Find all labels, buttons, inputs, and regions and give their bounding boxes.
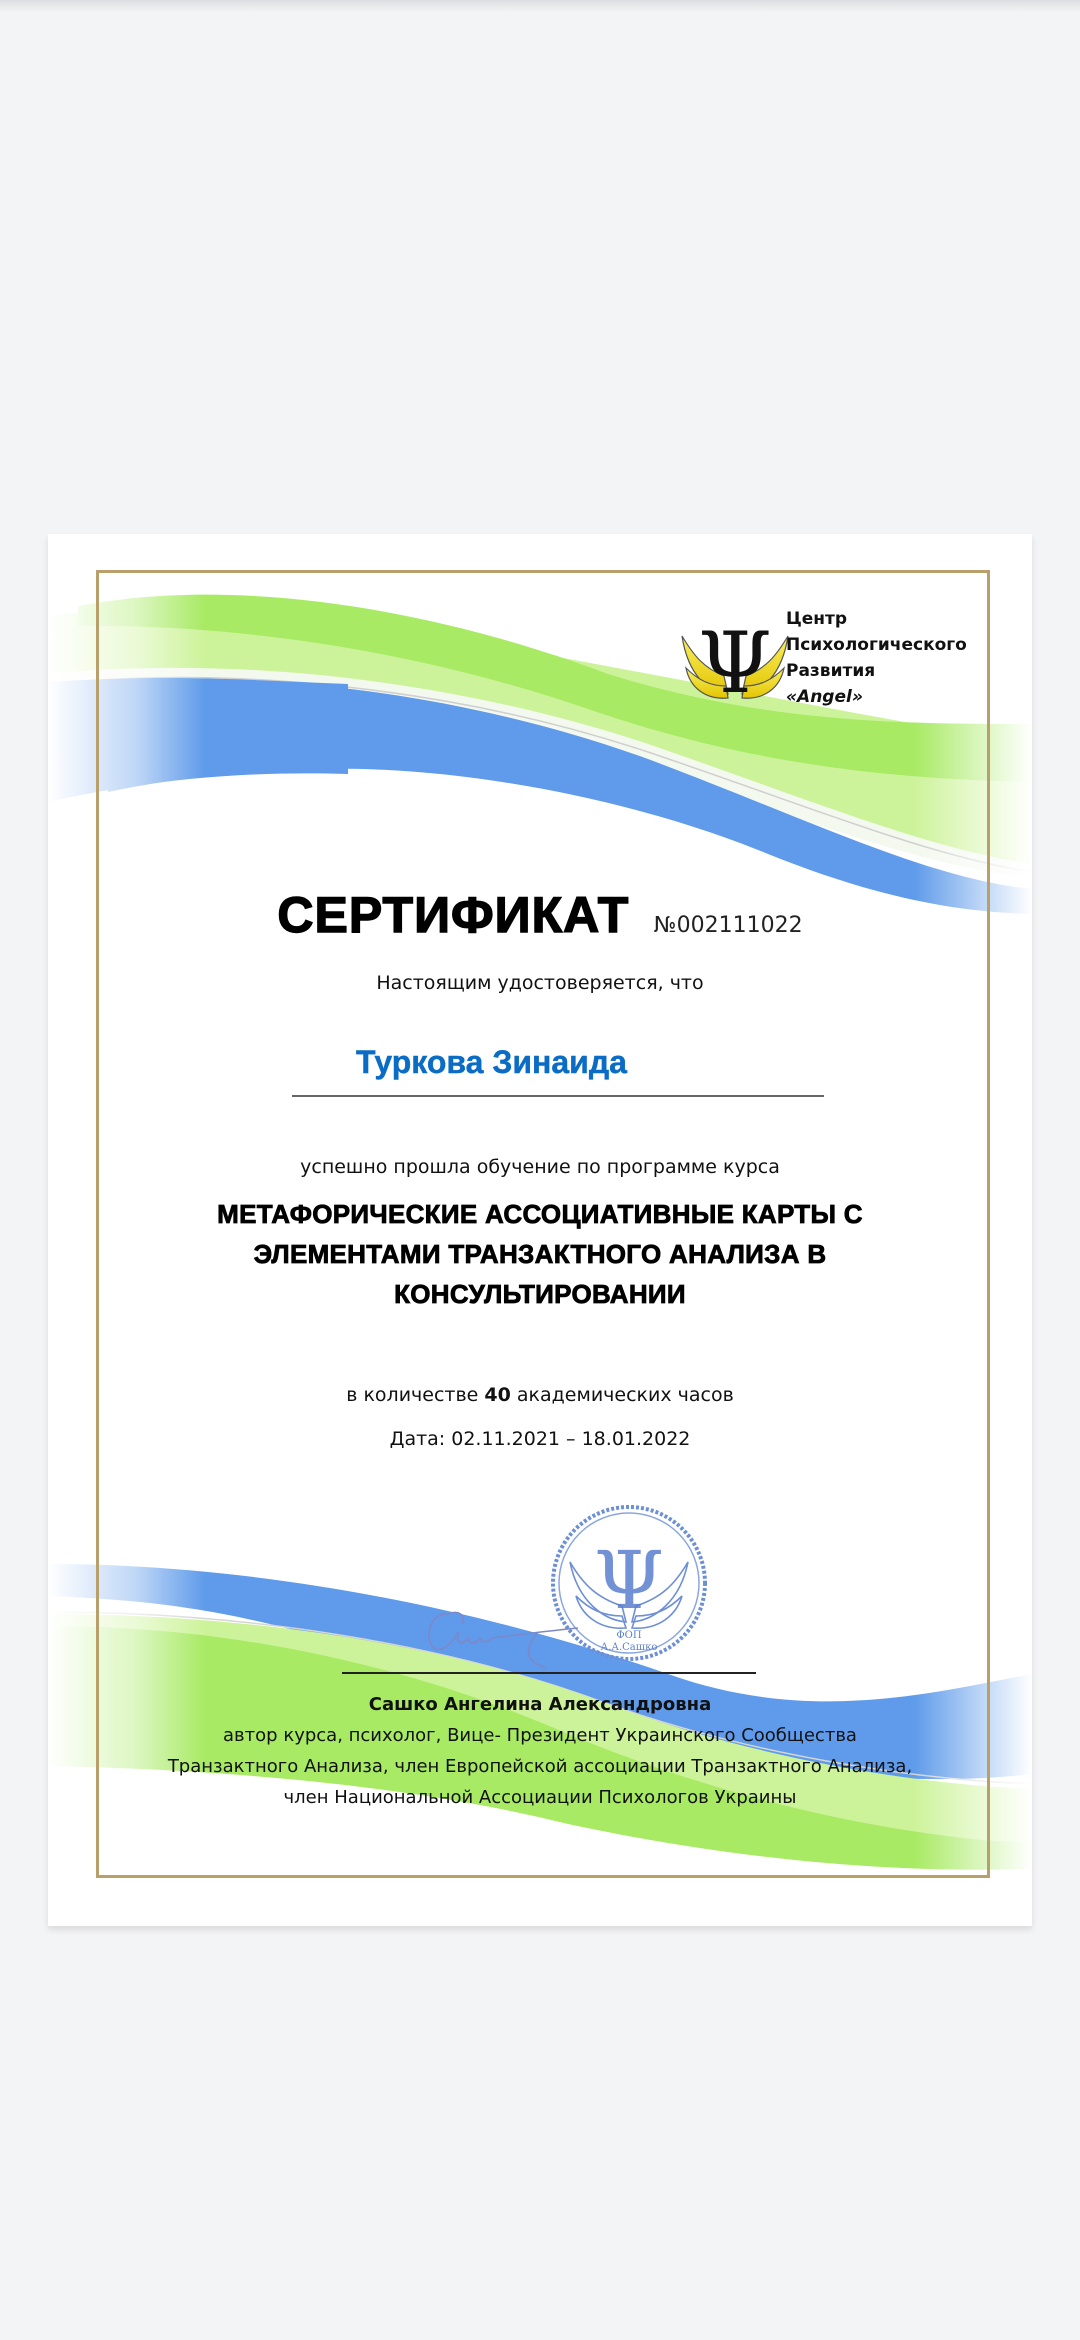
signer-name: Сашко Ангелина Александровна <box>368 1694 712 1715</box>
signer-role-line-1: автор курса, психолог, Вице- Президент Украинского Сообщества <box>223 1725 857 1746</box>
top-shadow <box>0 0 1080 12</box>
certificate-title: СЕРТИФИКАТ <box>277 887 630 943</box>
course-title-line-1: МЕТАФОРИЧЕСКИЕ АССОЦИАТИВНЫЕ КАРТЫ С <box>217 1199 863 1229</box>
course-title-line-2: ЭЛЕМЕНТАМИ ТРАНЗАКТНОГО АНАЛИЗА В <box>253 1239 827 1269</box>
course-title <box>148 1194 932 1314</box>
signature-line <box>342 1672 756 1674</box>
signer-role-line-3: член Национальной Ассоциации Психологов Украины <box>283 1787 797 1808</box>
org-name-line-2: Психологического <box>786 635 967 655</box>
signer-block <box>48 1690 1032 1813</box>
certificate-number: №002111022 <box>653 913 803 938</box>
org-name <box>786 606 967 710</box>
stamp-text-line-1: ФОП <box>616 1630 642 1641</box>
hours-value: 40 <box>484 1384 511 1406</box>
org-name-line-3: Развития <box>786 661 876 681</box>
hours-prefix: в количестве <box>346 1384 485 1406</box>
hours-line <box>48 1384 1032 1406</box>
course-title-line-3: КОНСУЛЬТИРОВАНИИ <box>394 1279 686 1309</box>
org-name-line-1: Центр <box>786 609 848 629</box>
date-line: Дата: 02.11.2021 – 18.01.2022 <box>389 1428 691 1450</box>
certify-line: Настоящим удостоверяется, что <box>376 972 704 994</box>
psi-wings-icon <box>680 616 790 706</box>
name-underline <box>292 1095 824 1097</box>
org-logo <box>680 606 970 716</box>
completion-line: успешно прошла обучение по программе курса <box>300 1156 780 1178</box>
hours-suffix: академических часов <box>510 1384 734 1406</box>
stamp-text-line-2: А.А.Сашко <box>600 1642 658 1653</box>
svg-text:Ψ: Ψ <box>593 1534 665 1627</box>
org-name-line-4: «Angel» <box>786 687 863 707</box>
svg-text:Ψ: Ψ <box>698 616 772 706</box>
certificate-title-row <box>48 886 1032 944</box>
signer-role-line-2: Транзактного Анализа, член Европейской ассоциации Транзактного Анализа, <box>167 1756 913 1777</box>
signature <box>418 1584 598 1674</box>
certificate-page <box>48 534 1032 1926</box>
recipient-name: Туркова Зинаида <box>356 1044 627 1080</box>
